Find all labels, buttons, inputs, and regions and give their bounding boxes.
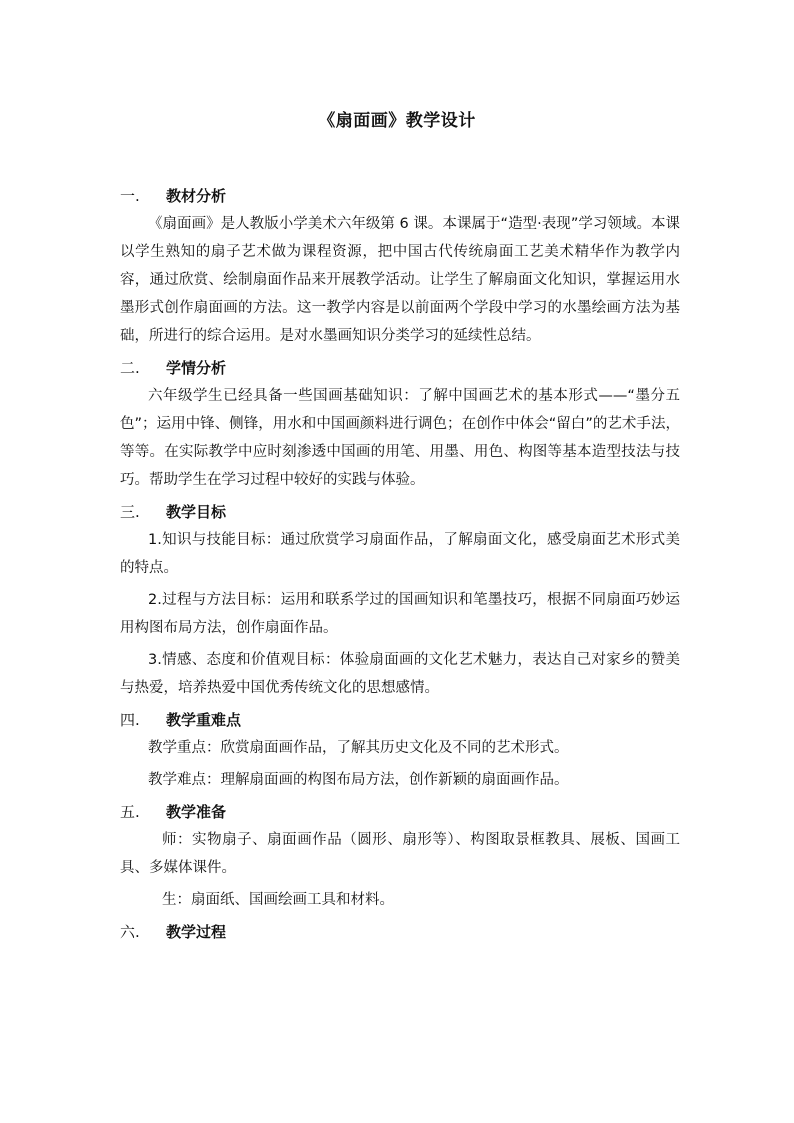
paragraph: 1.知识与技能目标：通过欣赏学习扇面作品，了解扇面文化，感受扇面艺术形式美的特点。 [120, 532, 680, 576]
section-title: 学情分析 [166, 359, 227, 377]
section-number: 二. [120, 359, 140, 377]
section-title: 教学目标 [166, 503, 227, 521]
section-title: 教材分析 [166, 187, 227, 205]
document-title: 《扇面画》教学设计 [318, 111, 476, 131]
paragraph: 教学重点：欣赏扇面画作品，了解其历史文化及不同的艺术形式。 [148, 740, 569, 756]
section-heading-5 [120, 798, 680, 826]
paragraph: 2.过程与方法目标：运用和联系学过的国画知识和笔墨技巧，根据不同扇面巧妙运用构图布局方法，创作扇面作品。 [120, 592, 680, 636]
section-title: 教学准备 [166, 803, 227, 821]
section-heading-1 [120, 182, 680, 210]
section-number: 六. [120, 923, 140, 941]
section-heading-6 [120, 918, 680, 946]
section-number: 一. [120, 187, 140, 205]
section-title: 教学重难点 [166, 711, 242, 729]
section-heading-3 [120, 498, 680, 526]
paragraph: 六年级学生已经具备一些国画基础知识：了解中国画艺术的基本形式——“墨分五色”；运用中锋、侧锋，用水和中国画颜料进行调色；在创作中体会“留白”的艺术手法，等等。在实际教学中应时刻渗透中国画的用笔、用墨、用色、构图等基本造型技法与技巧。帮助学生在学习过程中较好的实践与体验。 [120, 388, 680, 488]
document-body [120, 182, 680, 946]
paragraph: 3.情感、态度和价值观目标：体验扇面画的文化艺术魅力，表达自己对家乡的赞美与热爱，培养热爱中国优秀传统文化的思想感情。 [120, 652, 680, 696]
paragraph: 教学难点：理解扇面画的构图布局方法，创作新颖的扇面画作品。 [148, 772, 569, 788]
section-number: 五. [120, 803, 140, 821]
section-heading-4 [120, 706, 680, 734]
paragraph: 师：实物扇子、扇面画作品（圆形、扇形等）、构图取景框教具、展板、国画工具、多媒体课件。 [120, 832, 680, 876]
paragraph: 生：扇面纸、国画绘画工具和材料。 [162, 892, 394, 908]
paragraph: 《扇面画》是人教版小学美术六年级第 6 课。本课属于“造型·表现”学习领域。本课以学生熟知的扇子艺术做为课程资源，把中国古代传统扇面工艺美术精华作为教学内容，通过欣赏、绘制扇面作品来开展教学活动。让学生了解扇面文化知识，掌握运用水墨形式创作扇面画的方法。这一教学内容是以前面两个学段中学习的水墨绘画方法为基础，所进行的综合运用。是对水墨画知识分类学习的延续性总结。 [120, 216, 680, 344]
section-heading-2 [120, 354, 680, 382]
section-number: 四. [120, 711, 140, 729]
section-title: 教学过程 [166, 923, 227, 941]
section-number: 三. [120, 503, 140, 521]
